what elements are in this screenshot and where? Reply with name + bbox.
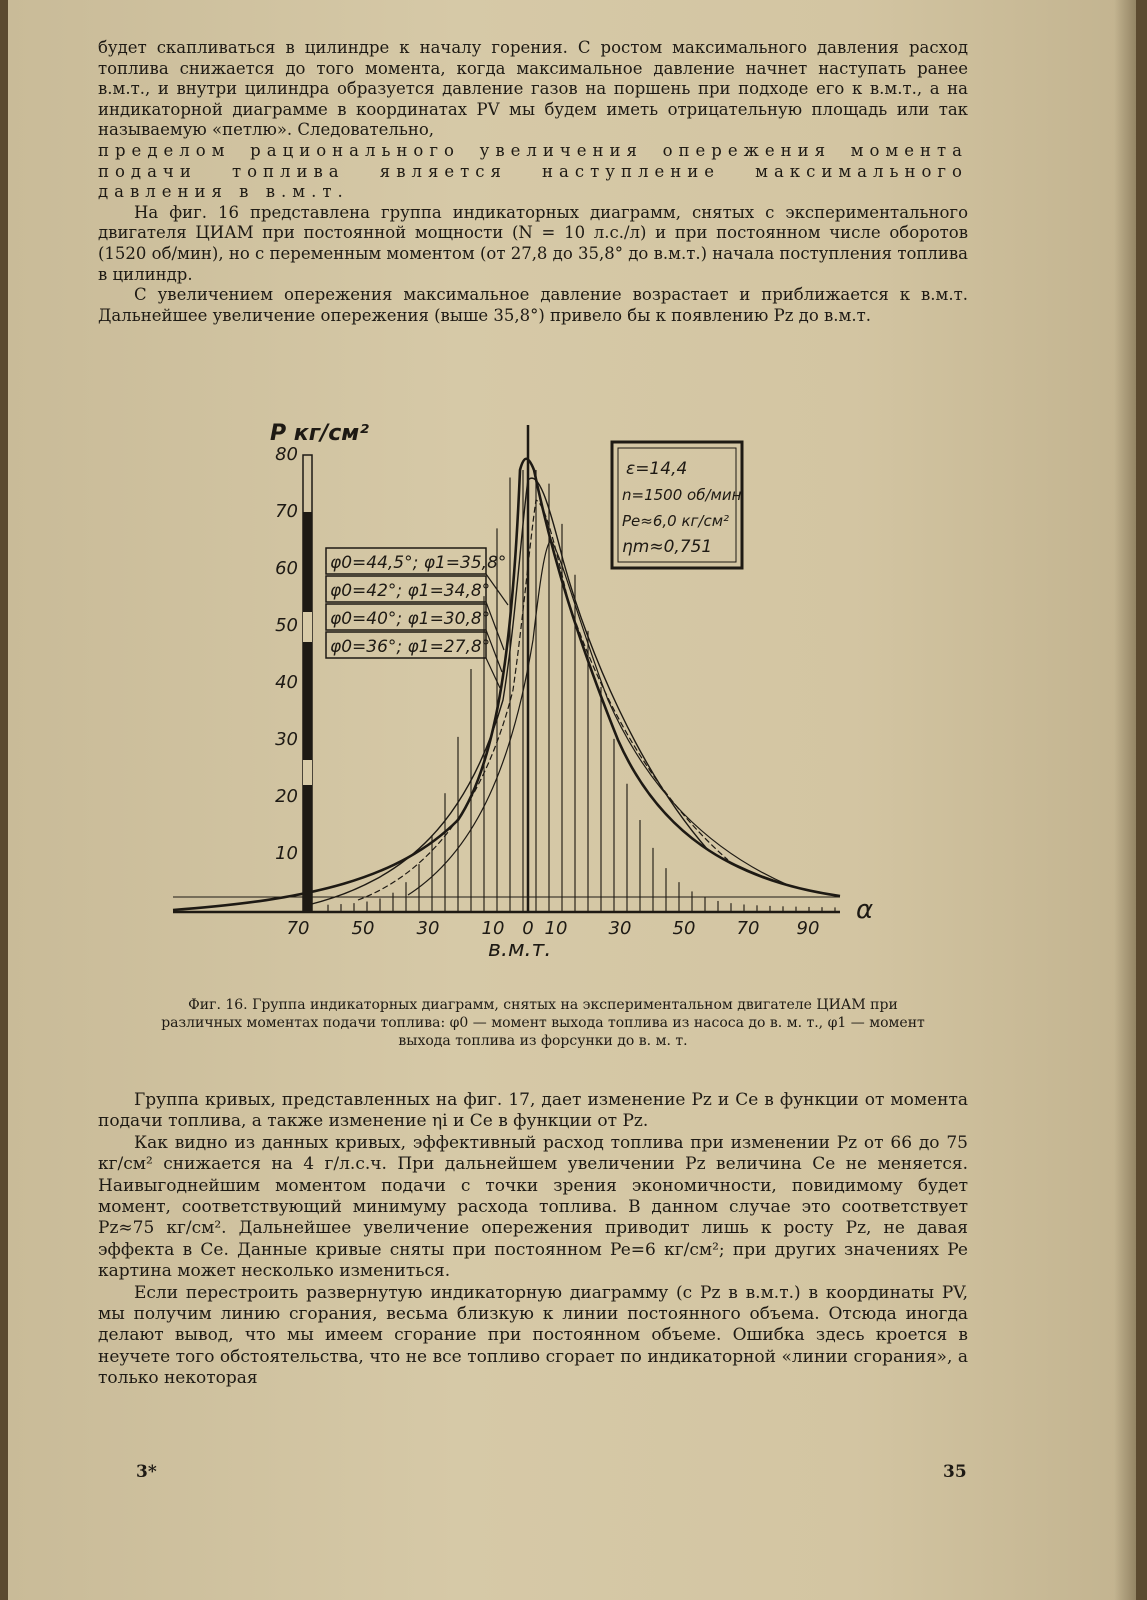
- y-tick-label: 40: [275, 672, 298, 693]
- text-block-bottom: [98, 1090, 968, 1390]
- x-tick-label: 30: [608, 918, 632, 939]
- y-tick-label: 60: [275, 558, 298, 579]
- x-tick-label: 10: [481, 918, 505, 939]
- x-tick-label: 10: [544, 918, 568, 939]
- param-rpm: n=1500 об/мин: [622, 486, 742, 504]
- figure-16-diagram: [8, 0, 1136, 1000]
- x-tick-label: 90: [796, 918, 820, 939]
- x-tick-label: 50: [351, 918, 375, 939]
- x-tick-label: 50: [672, 918, 696, 939]
- paragraph-4: Группа кривых, представленных на фиг. 17, дает изменение Pz и Ce в функции от момента подачи топлива, а также изменение ηi и Ce в функции от Pz.: [98, 1090, 968, 1132]
- indicator-curve-1: [173, 459, 840, 910]
- curve-label-3: φ0=40°; φ1=30,8°: [330, 609, 491, 629]
- paragraph-6: Если перестроить развернутую индикаторную диаграмму (с Pz в в.м.т.) в координаты PV, мы получим линию сгорания, весьма близкую к линии постоянного объема. Отсюда иногда делают вывод, что мы имеем сгорание при постоянном объеме. Ошибка здесь кроется в неучете того обстоятельства, что не все топливо сгорает по индикаторной «линии сгорания», а только некоторая: [98, 1282, 968, 1389]
- x-tick-label: 70: [286, 918, 310, 939]
- x-tick-label: 0: [522, 918, 534, 939]
- y-scale-white-gap-2: [303, 760, 312, 785]
- tdc-label: в.м.т.: [488, 937, 552, 962]
- figure-caption: Фиг. 16. Группа индикаторных диаграмм, снятых на экспериментальном двигателе ЦИАМ при различных моментах подачи топлива: φ0 — момент выхода топлива из насоса до в. м. т., φ1 — момент выхода топлива из форсунки до в. м. т.: [161, 997, 925, 1049]
- page-number: 35: [943, 1462, 967, 1482]
- y-tick-label: 50: [275, 615, 298, 636]
- x-axis-symbol: α: [856, 895, 874, 925]
- paragraph-1: будет скапливаться в цилиндре к началу горения. С ростом максимального давления расход топлива снижается до того момента, когда максимальное давление начнет наступать ранее в.м.т., и внутри цилиндра образуется давление газов на поршень при подходе его к в.м.т., а на индикаторной диаграмме в координатах PV мы будем иметь отрицательную площадь или так называемую «петлю». Следовательно,: [98, 38, 968, 140]
- x-tick-label: 70: [736, 918, 760, 939]
- diagram-ordinates: [328, 470, 835, 912]
- book-page: [8, 0, 1136, 1600]
- y-scale-black-segment: [303, 512, 312, 912]
- y-tick-labels: [275, 444, 298, 864]
- paragraph-5: Как видно из данных кривых, эффективный расход топлива при изменении Pz от 66 до 75 кг/см² снижается на 4 г/л.с.ч. При дальнейшем увеличении Pz величина Ce не меняется. Наивыгоднейшим моментом подачи с точки зрения экономичности, повидимому будет момент, соответствующий минимуму расхода топлива. В данном случае это соответствует Pz≈75 кг/см². Дальнейшее увеличение опережения приводит лишь к росту Pz, не давая эффекта в Ce. Данные кривые сняты при постоянном Pe=6 кг/см²; при других значениях Pe картина может несколько измениться.: [98, 1132, 968, 1282]
- y-scale-white-gap-1: [303, 612, 312, 642]
- paragraph-emphasis: пределом рационального увеличения опережения момента подачи топлива является наступление максимального давления в в.м.т.: [98, 140, 968, 202]
- param-eta-m: ηm≈0,751: [622, 537, 713, 557]
- signature-mark: 3*: [136, 1462, 157, 1482]
- paragraph-2: На фиг. 16 представлена группа индикаторных диаграмм, снятых с экспериментального двигателя ЦИАМ при постоянной мощности (N = 10 л.с./л) и при постоянном числе оборотов (1520 об/мин), но с переменным моментом (от 27,8 до 35,8° до в.м.т.) начала поступления топлива в цилиндр.: [98, 202, 968, 284]
- curve-label-1: φ0=44,5°; φ1=35,8°: [330, 553, 507, 573]
- y-tick-label: 10: [275, 843, 298, 864]
- param-pe: Pe≈6,0 кг/см²: [622, 512, 730, 530]
- paragraph-3: С увеличением опережения максимальное давление возрастает и приближается к в.м.т. Дальнейшее увеличение опережения (выше 35,8°) привело бы к появлению Pz до в.м.т.: [98, 285, 968, 325]
- parameters-box: [612, 442, 742, 568]
- y-tick-label: 30: [275, 729, 298, 750]
- y-tick-label: 20: [275, 786, 298, 807]
- curve-labels: [326, 548, 508, 688]
- y-tick-label: 70: [275, 501, 298, 522]
- y-tick-label: 80: [275, 444, 298, 465]
- indicator-curve-2: [308, 478, 840, 905]
- curve-label-2: φ0=42°; φ1=34,8°: [330, 581, 491, 601]
- x-tick-labels: [287, 918, 820, 939]
- x-tick-label: 30: [416, 918, 440, 939]
- y-axis-label: P кг/см²: [270, 421, 369, 446]
- curve-label-4: φ0=36°; φ1=27,8°: [330, 637, 491, 657]
- param-compression-ratio: ε=14,4: [626, 459, 688, 479]
